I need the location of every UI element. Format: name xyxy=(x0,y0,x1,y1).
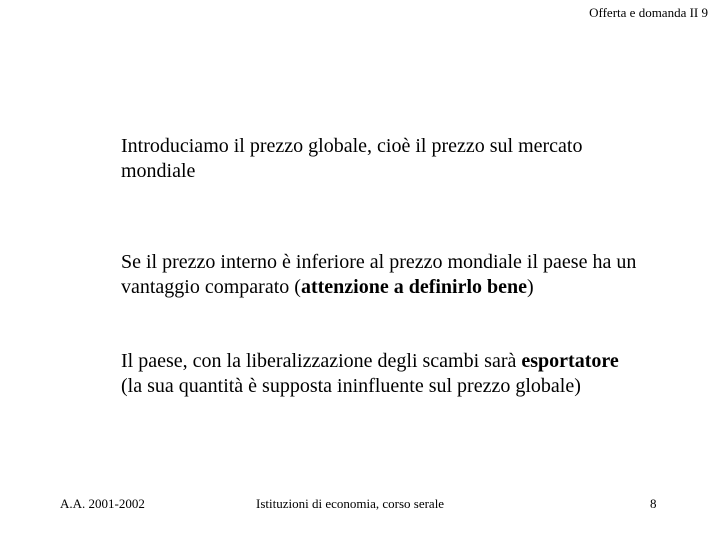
paragraph-3-text-b: (la sua quantità è supposta ininfluente sul prezzo globale) xyxy=(121,375,581,397)
paragraph-3-emphasis: esportatore xyxy=(521,350,619,372)
footer-course-name: Istituzioni di economia, corso serale xyxy=(256,496,445,511)
paragraph-2-text-b: ) xyxy=(527,276,534,298)
paragraph-global-price: Introduciamo il prezzo globale, cioè il prezzo sul mercato mondiale xyxy=(121,135,583,182)
footer-page-number: 8 xyxy=(650,496,657,511)
slide-header-title: Offerta e domanda II 9 xyxy=(589,5,708,20)
paragraph-exporter xyxy=(121,349,641,399)
paragraph-3-text-a: Il paese, con la liberalizzazione degli scambi sarà xyxy=(121,350,522,372)
paragraph-2-text-a: Se il prezzo interno è inferiore al prezzo mondiale il paese ha un vantaggio comparato ( xyxy=(121,251,637,298)
paragraph-comparative-advantage xyxy=(121,250,641,300)
paragraph-2-emphasis: attenzione a definirlo bene xyxy=(300,276,528,298)
footer-academic-year: A.A. 2001-2002 xyxy=(60,496,145,511)
